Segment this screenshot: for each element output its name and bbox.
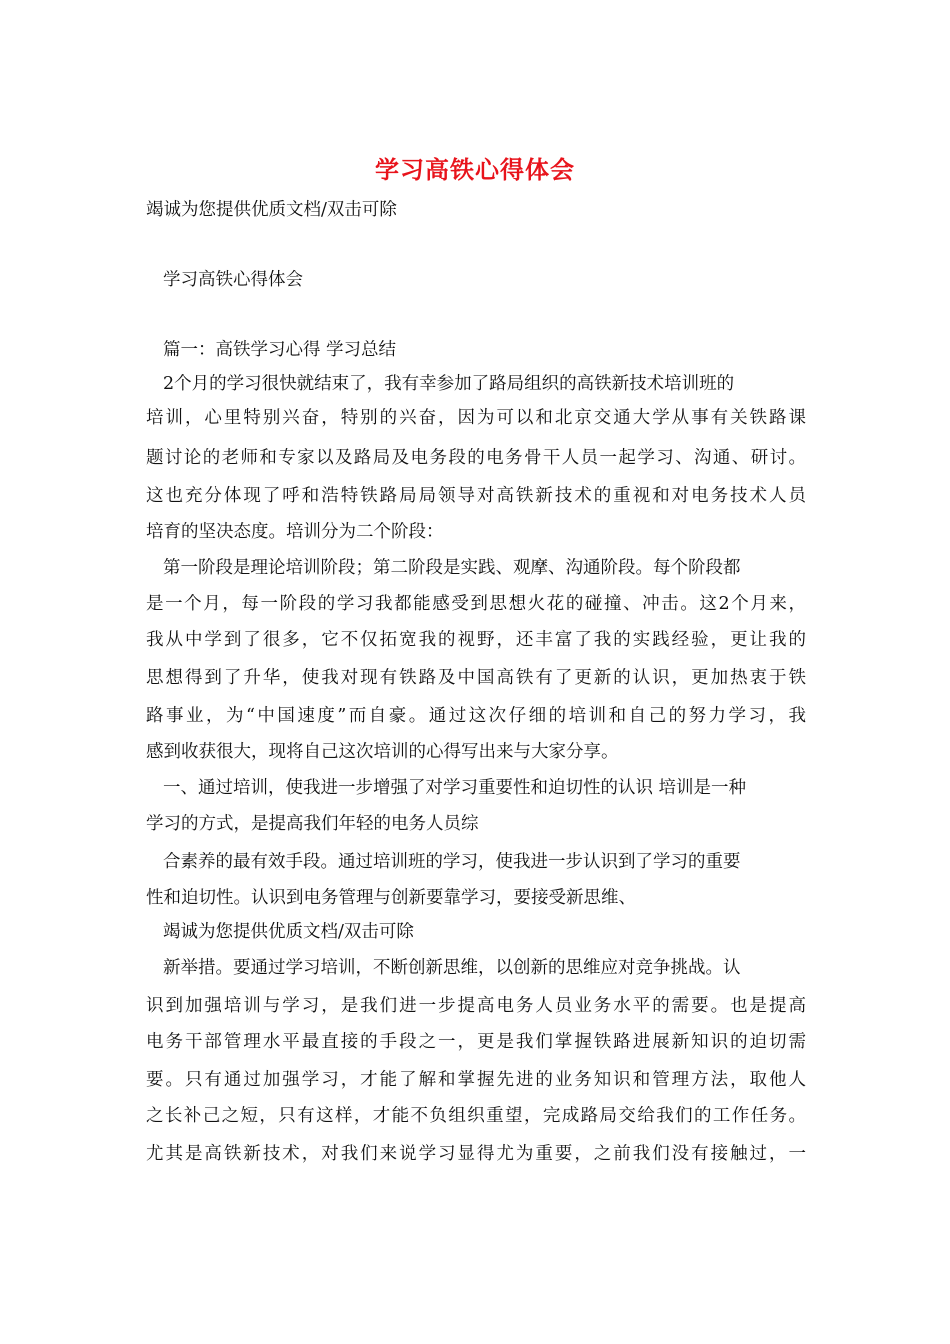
section-heading: 篇一：高铁学习心得 学习总结 — [163, 340, 397, 360]
body-line: 思想得到了升华，使我对现有铁路及中国高铁有了更新的认识，更加热衷于铁 — [146, 668, 806, 688]
document-subtitle: 学习高铁心得体会 — [163, 270, 303, 290]
body-line: 新举措。要通过学习培训，不断创新思维，以创新的思维应对竞争挑战。认 — [163, 958, 741, 978]
body-line: 之长补己之短，只有这样，才能不负组织重望，完成路局交给我们的工作任务。 — [146, 1106, 806, 1126]
body-line: 培育的坚决态度。培训分为二个阶段： — [146, 522, 444, 542]
promo-text: 竭诚为您提供优质文档/双击可除 — [163, 922, 414, 942]
body-line: 我从中学到了很多，它不仅拓宽我的视野，还丰富了我的实践经验，更让我的 — [146, 630, 806, 650]
body-line: 合素养的最有效手段。通过培训班的学习，使我进一步认识到了学习的重要 — [163, 852, 741, 872]
body-line: 性和迫切性。认识到电务管理与创新要靠学习，要接受新思维、 — [146, 888, 636, 908]
body-line: 第一阶段是理论培训阶段；第二阶段是实践、观摩、沟通阶段。每个阶段都 — [163, 558, 741, 578]
body-line: 学习的方式，是提高我们年轻的电务人员综 — [146, 814, 479, 834]
promo-text: 竭诚为您提供优质文档/双击可除 — [146, 200, 397, 220]
body-line: 路事业，为“中国速度”而自豪。通过这次仔细的培训和自己的努力学习，我 — [146, 706, 806, 726]
body-line: 电务干部管理水平最直接的手段之一，更是我们掌握铁路进展新知识的迫切需 — [146, 1032, 806, 1052]
body-line: 题讨论的老师和专家以及路局及电务段的电务骨干人员一起学习、沟通、研讨。 — [146, 448, 806, 468]
document-title: 学习高铁心得体会 — [375, 155, 575, 184]
body-line: 要。只有通过加强学习，才能了解和掌握先进的业务知识和管理方法，取他人 — [146, 1070, 806, 1090]
body-line: 识到加强培训与学习，是我们进一步提高电务人员业务水平的需要。也是提高 — [146, 996, 806, 1016]
body-line: 感到收获很大，现将自己这次培训的心得写出来与大家分享。 — [146, 742, 619, 762]
body-line: 2个月的学习很快就结束了，我有幸参加了路局组织的高铁新技术培训班的 — [163, 374, 735, 394]
body-line: 是一个月，每一阶段的学习我都能感受到思想火花的碰撞、冲击。这2个月来， — [146, 594, 806, 614]
body-line: 培训，心里特别兴奋，特别的兴奋，因为可以和北京交通大学从事有关铁路课 — [146, 408, 806, 428]
body-line: 尤其是高铁新技术，对我们来说学习显得尤为重要，之前我们没有接触过，一 — [146, 1144, 806, 1164]
body-line: 这也充分体现了呼和浩特铁路局局领导对高铁新技术的重视和对电务技术人员 — [146, 486, 806, 506]
body-line: 一、通过培训，使我进一步增强了对学习重要性和迫切性的认识 培训是一种 — [163, 778, 747, 798]
